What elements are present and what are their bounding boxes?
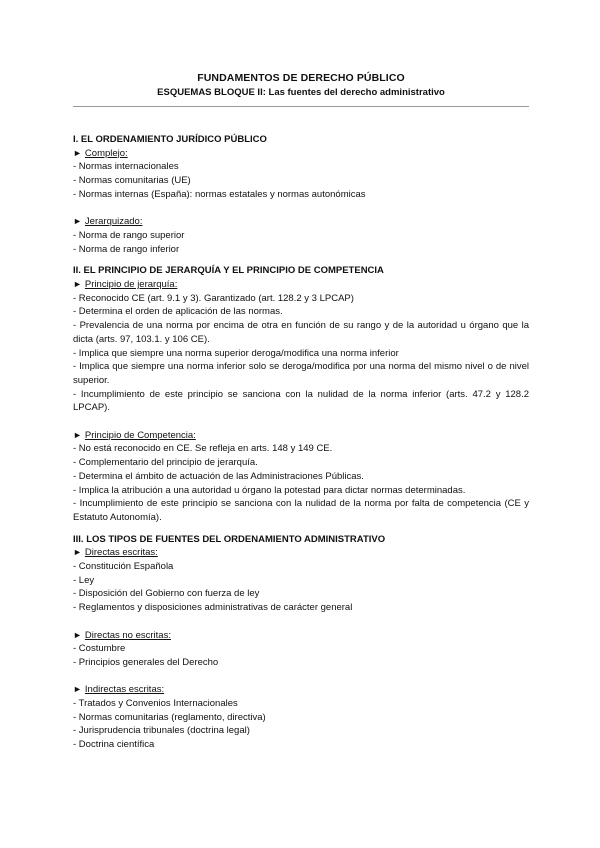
list-item: - Incumplimiento de este principio se sanciona con la nulidad de la norma por falta de competencia (CE y Estatuto Autonomía). <box>73 498 529 523</box>
subheading-directas-no-escritas <box>73 629 529 643</box>
list-item: - Implica la atribución a una autoridad u órgano la potestad para dictar normas determinadas. <box>73 484 466 496</box>
subheading-label: Indirectas escritas: <box>84 684 165 696</box>
arrow-icon: ► <box>73 547 82 558</box>
list-item: - Costumbre <box>73 643 126 655</box>
subheading-directas-escritas <box>73 546 529 560</box>
arrow-icon: ► <box>73 429 82 440</box>
section-1-title: I. EL ORDENAMIENTO JURÍDICO PÚBLICO <box>73 134 267 145</box>
arrow-icon: ► <box>73 216 82 227</box>
section-2-title: II. EL PRINCIPIO DE JERARQUÍA Y EL PRINCIPIO DE COMPETENCIA <box>73 265 384 277</box>
subheading-label: Directas no escritas: <box>84 629 171 641</box>
list-item: - Incumplimiento de este principio se sanciona con la nulidad de la norma inferior (arts. 47.2 y 128.2 LPCAP). <box>73 388 529 414</box>
list-item: - Norma de rango inferior <box>73 243 180 255</box>
list-item: - Principios generales del Derecho <box>73 656 219 668</box>
arrow-icon: ► <box>73 684 82 695</box>
list-item: - Normas internas (España): normas estatales y normas autonómicas <box>73 188 366 200</box>
list-item: - Implica que siempre una norma inferior solo se deroga/modifica por una norma del mismo nivel o de nivel superior. <box>73 361 529 386</box>
list-item: - Reglamentos y disposiciones administrativas de carácter general <box>73 602 353 614</box>
arrow-icon: ► <box>73 147 82 158</box>
subheading-label: Complejo: <box>84 147 128 159</box>
subheading-complejo <box>73 147 529 161</box>
list-item: - Tratados y Convenios Internacionales <box>73 698 238 710</box>
list-item: - Ley <box>73 574 95 586</box>
list-item: - Normas internacionales <box>73 161 179 173</box>
list-item: - Norma de rango superior <box>73 229 185 241</box>
list-item: - Complementario del principio de jerarquía. <box>73 457 258 469</box>
subheading-jerarquizado <box>73 215 529 229</box>
list-item: - Doctrina científica <box>73 739 155 751</box>
subheading-jerarquia <box>73 278 529 292</box>
list-item: - Normas comunitarias (UE) <box>73 175 191 187</box>
list-item: - Determina el orden de aplicación de las normas. <box>73 306 283 318</box>
list-item: - Reconocido CE (art. 9.1 y 3). Garantizado (art. 128.2 y 3 LPCAP) <box>73 292 354 304</box>
document-subtitle: ESQUEMAS BLOQUE II: Las fuentes del derecho administrativo <box>157 87 445 98</box>
subheading-label: Jerarquizado: <box>84 216 143 228</box>
arrow-icon: ► <box>73 279 82 290</box>
document-title: FUNDAMENTOS DE DERECHO PÚBLICO <box>197 72 405 84</box>
list-item: - Normas comunitarias (reglamento, directiva) <box>73 711 266 723</box>
arrow-icon: ► <box>73 629 82 640</box>
subheading-label: Directas escritas: <box>84 547 158 559</box>
subheading-label: Principio de jerarquía: <box>84 279 178 291</box>
subheading-label: Principio de Competencia: <box>84 429 196 441</box>
list-item: - Implica que siempre una norma superior deroga/modifica una norma inferior <box>73 347 399 359</box>
list-item: - Constitución Española <box>73 561 174 573</box>
document-header <box>73 72 529 99</box>
list-item: - Prevalencia de una norma por encima de otra en función de su rango y de la autoridad u órgano que la dicta (arts. 97, 103.1. y 106 CE). <box>73 320 529 345</box>
list-item: - No está reconocido en CE. Se refleja en arts. 148 y 149 CE. <box>73 443 333 455</box>
section-3-title: III. LOS TIPOS DE FUENTES DEL ORDENAMIENTO ADMINISTRATIVO <box>73 533 386 545</box>
list-item: - Jurisprudencia tribunales (doctrina legal) <box>73 725 250 737</box>
subheading-indirectas-escritas <box>73 683 529 697</box>
list-item: - Determina el ámbito de actuación de las Administraciones Públicas. <box>73 470 364 482</box>
list-item: - Disposición del Gobierno con fuerza de ley <box>73 588 260 600</box>
subheading-competencia <box>73 429 529 443</box>
